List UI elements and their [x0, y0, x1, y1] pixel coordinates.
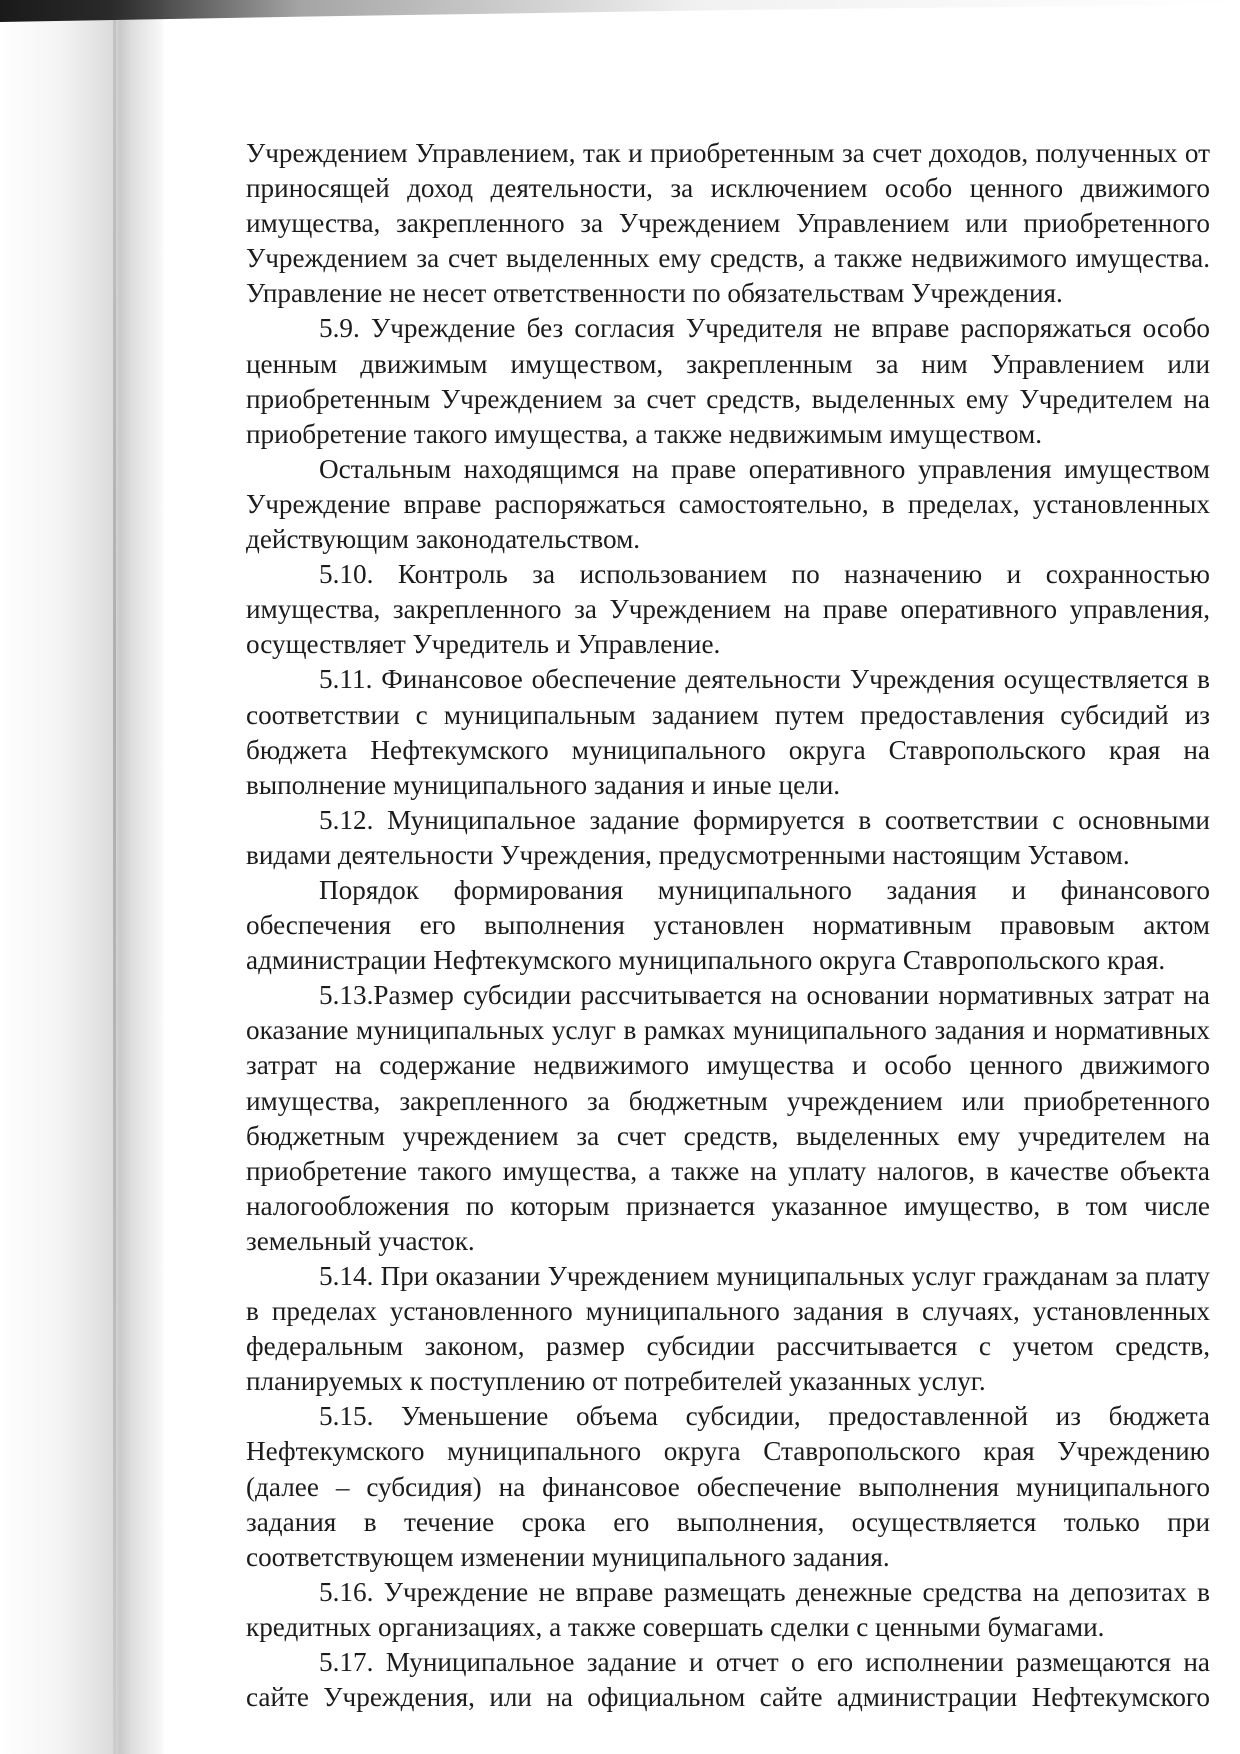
- paragraph-5-9: 5.9. Учреждение без согласия Учредителя не вправе распоряжаться особо ценным движимым имуществом, закрепленным за ним Управлением или приобретенным Учреждением за счет средств, выделенных ему Учредителем на приобретение такого имущества, а также недвижимым имуществом.: [246, 313, 1210, 449]
- paragraph-5-11: 5.11. Финансовое обеспечение деятельности Учреждения осуществляется в соответствии с муниципальным заданием путем предоставления субсидий из бюджета Нефтекумского муниципального округа Ставропольского края на выполнение муниципального задания и иные цели.: [246, 664, 1210, 800]
- paragraph-5-14: 5.14. При оказании Учреждением муниципальных услуг гражданам за плату в пределах установленного муниципального задания в случаях, установленных федеральным законом, размер субсидии рассчитывается с учетом средств, планируемых к поступлению от потребителей указанных услуг.: [246, 1261, 1210, 1397]
- scan-shadow-left: [0, 0, 165, 1754]
- paragraph-5-9-remaining-property: Остальным находящимся на праве оперативного управления имуществом Учреждение вправе распоряжаться самостоятельно, в пределах, установленных действующим законодательством.: [246, 453, 1210, 555]
- paragraph-continuation: Учреждением Управлением, так и приобретенным за счет доходов, полученных от приносящей доход деятельности, за исключением особо ценного движимого имущества, закрепленного за Учреждением Управлением или приобретенного Учреждением за счет выделенных ему средств, а также недвижимого имущества. Управление не несет ответственности по обязательствам Учреждения.: [246, 138, 1210, 309]
- scan-page-edge: [113, 10, 116, 1754]
- paragraph-5-12-order: Порядок формирования муниципального задания и финансового обеспечения его выполнения установлен нормативным правовым актом администрации Нефтекумского муниципального округа Ставропольского края.: [246, 874, 1210, 976]
- paragraph-5-10: 5.10. Контроль за использованием по назначению и сохранностью имущества, закрепленного за Учреждением на праве оперативного управления, осуществляет Учредитель и Управление.: [246, 559, 1210, 660]
- scan-shadow-top: [0, 0, 1240, 22]
- document-page: [246, 136, 1210, 1715]
- paragraph-5-12: 5.12. Муниципальное задание формируется в соответствии с основными видами деятельности Учреждения, предусмотренными настоящим Уставом.: [246, 804, 1210, 870]
- paragraph-5-15: 5.15. Уменьшение объема субсидии, предоставленной из бюджета Нефтекумского муниципального округа Ставропольского края Учреждению (далее – субсидия) на финансовое обеспечение выполнения муниципального задания в течение срока его выполнения, осуществляется только при соответствующем изменении муниципального задания.: [246, 1401, 1210, 1572]
- paragraph-5-13: 5.13.Размер субсидии рассчитывается на основании нормативных затрат на оказание муниципальных услуг в рамках муниципального задания и нормативных затрат на содержание недвижимого имущества и особо ценного движимого имущества, закрепленного за бюджетным учреждением или приобретенного бюджетным учреждением за счет средств, выделенных ему учредителем на приобретение такого имущества, а также на уплату налогов, в качестве объекта налогообложения по которым признается указанное имущество, в том числе земельный участок.: [246, 980, 1210, 1256]
- paragraph-5-17: 5.17. Муниципальное задание и отчет о его исполнении размещаются на сайте Учреждения, или на официальном сайте администрации Нефтекумского: [246, 1647, 1210, 1713]
- paragraph-5-16: 5.16. Учреждение не вправе размещать денежные средства на депозитах в кредитных организациях, а также совершать сделки с ценными бумагами.: [246, 1576, 1210, 1642]
